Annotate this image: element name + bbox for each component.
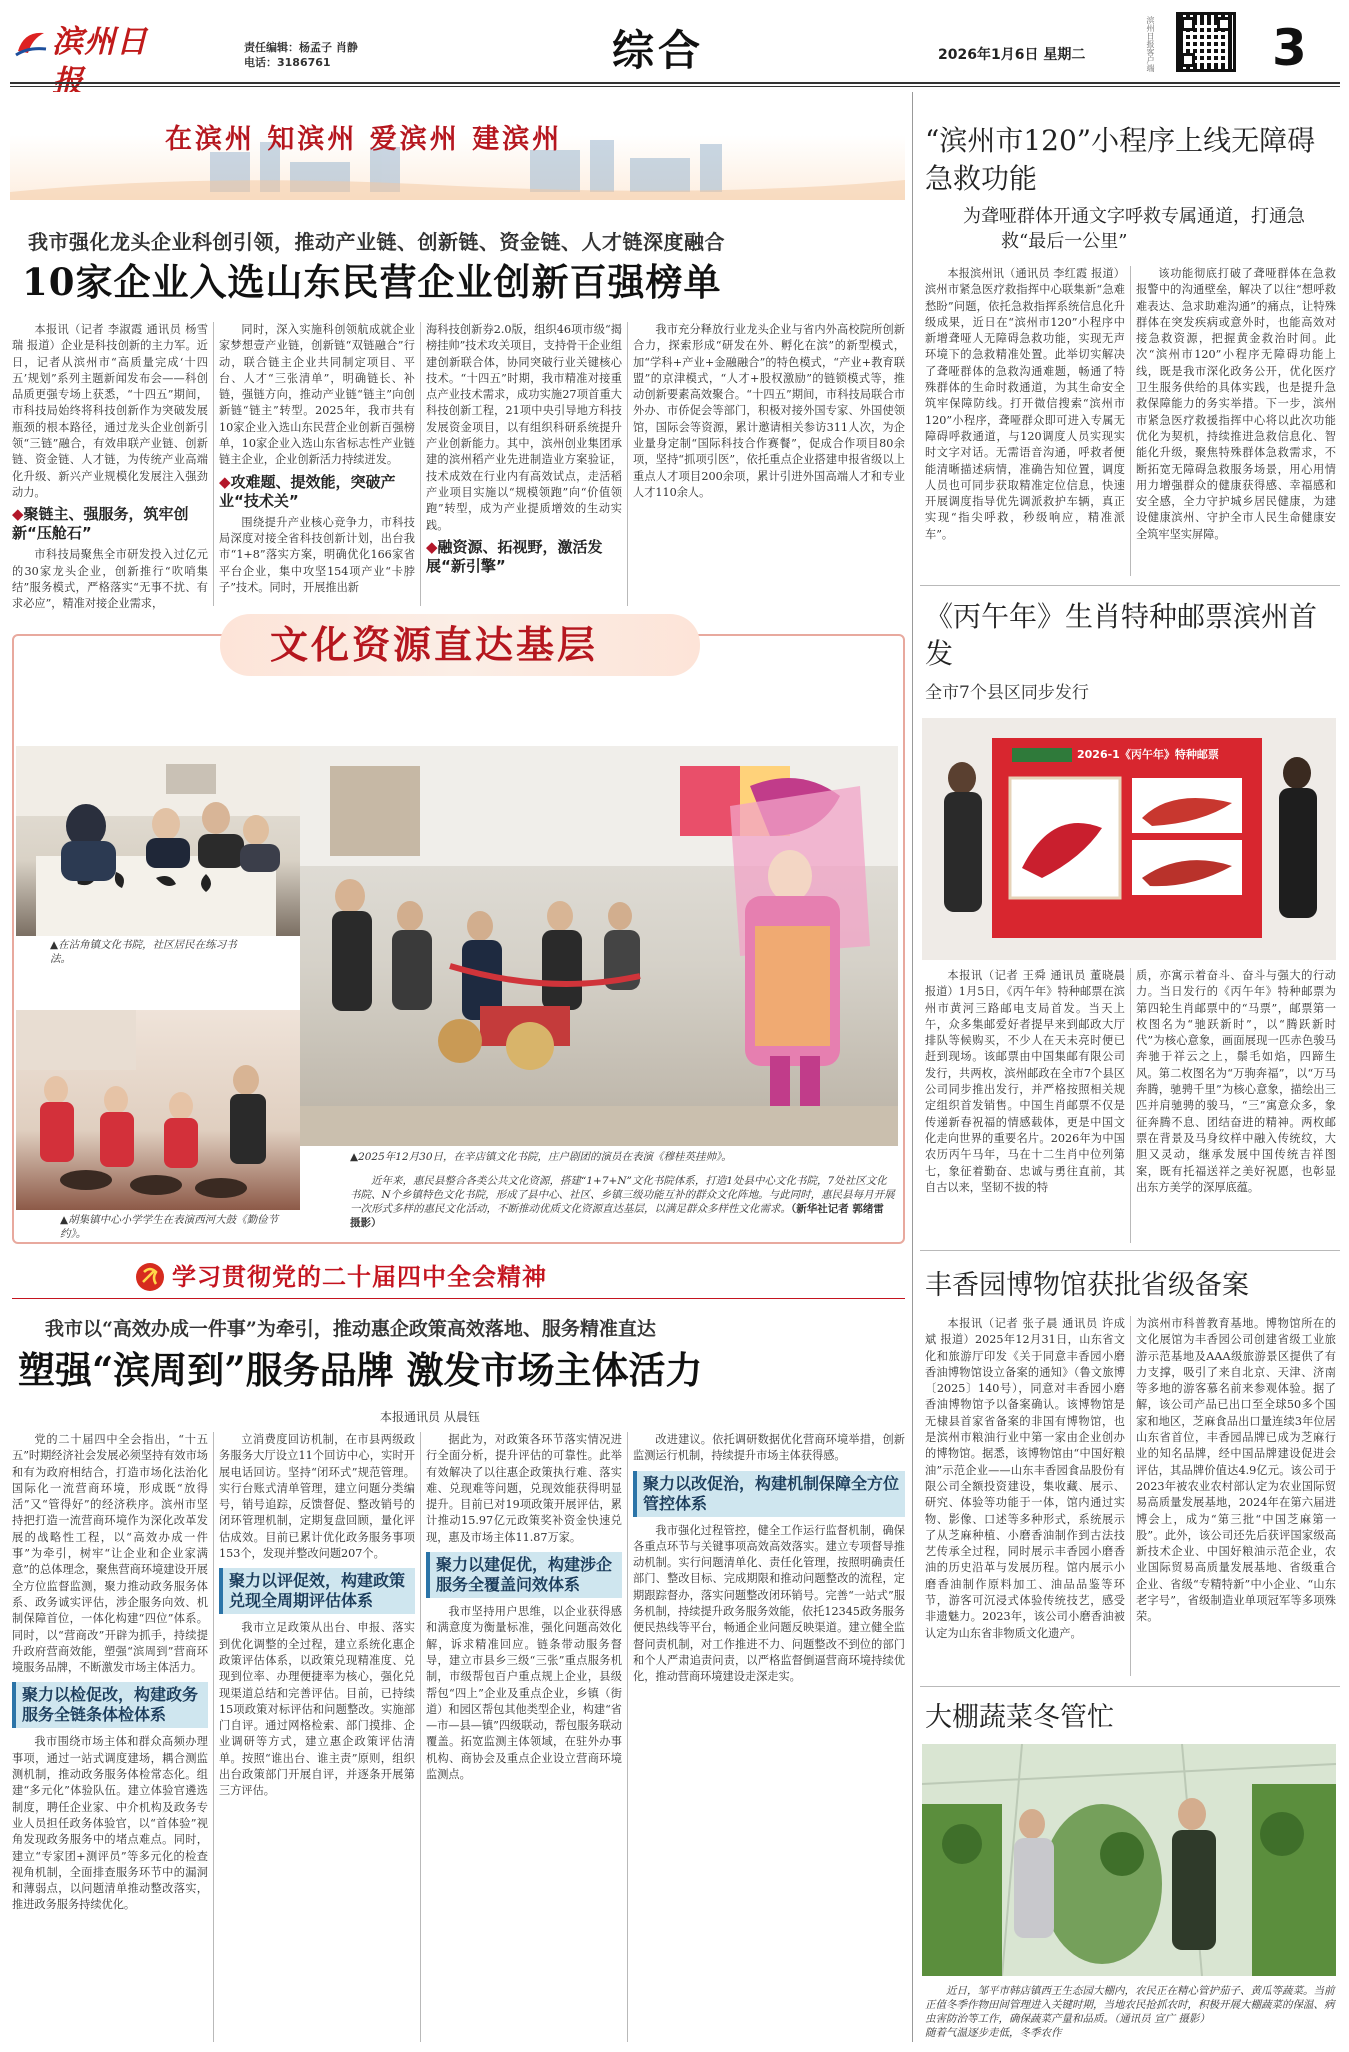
story1-col4: 我市充分释放行业龙头企业与省内外高校院所创新合力，探索形成“研发在外、孵化在滨”的新型模式，加“学科+产业+金融融合”的特色模式，“产业+教育联盟”的京津模式，“人才+股权激励”的链锁模式等，推动创新要素高效聚合。“十四五”期间，市科技局联合市外办、市侨促会等部门，积极对接外国专家、外国使领馆，国际会等资源，累计邀请相关参访311人次，为企业量身定制“国际科技合作赛餐”，促成合作项目80余项，坚持“抓项引医”，依托重点企业搭建申报省级以上重点人才项目200余项，累计引进外国高端人才和专业人才110余人。 xyxy=(633,323,905,499)
story1-headline: 10家企业入选山东民营企业创新百强榜单 xyxy=(22,260,722,304)
section-title: 综合 xyxy=(612,26,705,75)
culture-body: 近年来，惠民县整合各类公共文化资源，搭建“1+7+N”文化书院体系，打造1处县中心文化书院，7处社区文化书院、N个乡镇特色文化书院，形成了县中心、社区、乡镇三级功能互补的群众文化阵地。与此同时，惠民县每月开展一次形式多样的惠民文化活动，不断推动优质文化资源直达基层，以满足群众多样性文化需求。（新华社记者 郭绪雷 摄影） xyxy=(350,1175,895,1229)
veg-caption: 近日，邹平市韩店镇西王生态园大棚内，农民正在精心管护茄子、黄瓜等蔬菜。当前正值冬季作物田间管理进入关键时期，当地农民抢抓农时，积极开展大棚蔬菜的保温、病虫害防治等工作，确保蔬菜产量和品质。（通讯员 宣广 摄影） 随着气温逐步走低，冬季农作 xyxy=(925,1985,1335,2039)
story2 xyxy=(925,122,1335,254)
qr-code[interactable] xyxy=(1176,12,1236,72)
party-emblem-icon xyxy=(135,1262,165,1292)
city-skyline-banner xyxy=(10,92,905,200)
story2-col1: 本报滨州讯（通讯员 李红霞 报道）滨州市紧急医疗救指挥中心联集新“急难愁盼”问题，依托急救指挥系统信息化升级成果，近日在“滨州市120”小程序中新增聋哑人无障碍急救功能，实现无声环境下的急救精准处置。此举切实解决了聋哑群体的急救沟通难题，畅通了特殊群体的生命时救通道，为其生命安全筑牢保障防线。打开微信搜索“滨州市120”小程序，聋哑群众即可进入专属无障碍呼救通道，与120调度人员实现实时文字对话。无需语音沟通，呼救者便能清晰描述病情，准确告知位置，调度人员也可同步获取精准定位信息，快速开展调度指导优先调派救护车辆，真正实现“指尖呼救，秒级响应，精准派车”。 xyxy=(925,267,1125,541)
qr-caption: 滨州日报客户端 xyxy=(1146,16,1155,72)
culture-title: 文化资源直达基层 xyxy=(270,622,599,667)
story3-byline: 本报通讯员 从晨钰 xyxy=(380,1410,480,1424)
story1-subhead3: 融资源、拓视野，激活发展“新引擎” xyxy=(426,537,603,575)
masthead-logo xyxy=(14,22,174,62)
photo-opera xyxy=(300,746,898,1146)
story1-subhead2: 攻难题、提效能，突破产业“技术关” xyxy=(219,472,396,510)
story1-subtitle: 我市强化龙头企业科创引领，推动产业链、创新链、资金链、人才链深度融合 xyxy=(28,230,725,254)
story2-deck: 为聋哑群体开通文字呼救专属通道，打通急救“最后一公里” xyxy=(963,206,1305,252)
story1-col1: 本报讯（记者 李淑霞 通讯员 杨雪瑞 报道）企业是科技创新的主力军。近日，记者从滨州市“高质量完成‘十四五’规划”系列主题新闻发布会——科创品质更强专场上获悉，“十四五”期间，市科技局始终将科技创新作为突破发展瓶颈的根本路径，通过龙头企业创新引领“三链”融合，有效串联产业链、创新链、资金链、人才链，为传统产业高端化升级、新兴产业规模化发展注入强劲动力。 ◆聚链主、强服务，筑牢创新“压舱石” 市科技局聚焦全市研发投入过亿元的30家龙头企业，创新推行“吹哨集结”服务模式，严格落实“无事不扰、有求必应”，精准对接企业需求， xyxy=(12,323,208,611)
story3-col1: 党的二十届四中全会指出，“十五五”时期经济社会发展必须坚持有效市场和有为政府相结合，打造市场化法治化国际化一流营商环境，形成既“放得活”又“管得好”的经济秩序。滨州市坚持把打造一流营商环境作为深化改革发展的战略性工程，以“高效办成一件事”为牵引，树牢“让企业和企业家满意”的总体理念，聚焦营商环境建设开展全方位监督监测，聚力推动政务服务体系、政务诚实评估，涉企服务向效、机制保障首位，一体化构建“四位”体系。同时，以“营商改”开辟为抓手，持续提升政府营商效能，塑强“滨周到”营商环境服务品牌，不断激发市场主体活力。 聚力以检促改，构建政务服务全链条体检体系 我市围绕市场主体和群众高频办理事项，通过一站式调度建场，耦合测监测机制，推动政务服务体检常态化。组建“多元化”体验队伍。建立体验官遴选制度，聘任企业家、中介机构及政务专业人员担任政务体验官，以“首体验”视角发现政务服务中的堵点难点。同时，建立“专家团+测评员”等多元化的检查视角机制，全面排查服务环节中的漏洞和薄弱点，以问题清单推动整改落实，推进政务服务持续优化。 xyxy=(12,1433,208,1912)
page-number: 3 xyxy=(1272,19,1307,77)
stamp-photo-text: 2026-1《丙午年》特种邮票 xyxy=(1077,748,1219,761)
museum-headline: 丰香园博物馆获批省级备案 xyxy=(925,1270,1249,1301)
story3-sec2: 聚力以评促效，构建政策兑现全周期评估体系 xyxy=(219,1568,415,1614)
story3-slogan: 学习贯彻党的二十届四中全会精神 xyxy=(172,1262,547,1291)
veg-headline: 大棚蔬菜冬管忙 xyxy=(925,1702,1114,1733)
story3-col3: 据此为，对政策各环节落实情况进行全面分析，提升评估的可靠性。此举有效解决了以往惠企政策执行难、落实难、兑现难等问题，兑现效能获得明显提升。目前已对19项政策开展评估，累计推动15.97亿元政策奖补资金快速兑现，惠及市场主体11.87万家。 聚力以建促优，构建涉企服务全覆盖问效体系 我市坚持用户思维，以企业获得感和满意度为衡量标准，强化问题高效化解，诉求精准回应。链条带动服务督导，建立市县乡三级“三张”重点服务机制，市级帮包百户重点规上企业，县级帮包“四上”企业及重点企业，乡镇（街道）和园区帮包其他类型企业，构建“省—市—县—镇”四级联动，帮包服务联动覆盖。拓宽监测主体领域，在驻外办事机构、商协会及重点企业设立营商环境监测点。 xyxy=(426,1433,622,1782)
logo-icon xyxy=(14,25,48,59)
story1-col2: 同时，深入实施科创领航成就企业家梦想壹产业链，创新链“双链融合”行动，联合链主企业共同制定项目、平台、人才“三张清单”，明确链长、补链，强链方向，推动产业链“链主”向创新链“链主”转型。2025年，我市共有10家企业入选山东民营企业创新百强榜单，10家企业入选山东省标志性产业链链主企业，企业创新活力持续迸发。 ◆攻难题、提效能，突破产业“技术关” 围绕提升产业核心竞争力，市科技局深度对接全省科技创新计划，出台我市“1+8”落实方案，明确优化166家省平台企业，集中攻坚154项产业“卡脖子”技术。同时，开展推出新 xyxy=(219,323,415,594)
editor-phone: 电话：3186761 xyxy=(244,56,331,69)
stamp-headline: 《丙午年》生肖特种邮票滨州首发 xyxy=(925,600,1318,670)
museum-col2: 为滨州市科普教育基地。博物馆所在的文化展馆为丰香园公司创建省级工业旅游示范基地及AAA级旅游景区提供了有力支撑，吸引了来自北京、天津、济南等多地的游客慕名前来参观体验。据了解，该公司产品已出口至全球50多个国家和地区，芝麻食品出口量连续3年位居山东省首位，丰香园品牌已成为芝麻行业的知名品牌，经中国品牌建设促进会评估，其品牌价值达4.9亿元。该公司于2023年被农业农村部认定为农业国际贸易高质量发展基地，2024年在第六届进博会上，成为“第三批“中国芝麻第一股”。此外，该公司还先后获评国家级高新技术企业、中国好粮油示范企业，农业国际贸易高质量发展基地、省级重合企业、省级“专精特新”中小企业、“山东老字号”，省级制造业单项冠军等多项殊荣。 xyxy=(1136,1317,1336,1624)
stamp-story xyxy=(925,598,1335,703)
story3-col2: 立消费度回访机制，在市县两级政务服务大厅设立11个回访中心，实时开展电话回访。坚持“闭环式”规范管理。实行台账式清单管理，建立问题分类编号，销号追踪，反馈督促、整改销号的闭环管理机制，定期复盘回顾，量化评估成效。目前已累计优化政务服务事项153个，发现并整改问题207个。 聚力以评促效，构建政策兑现全周期评估体系 我市立足政策从出台、申报、落实到优化调整的全过程，建立系统化惠企政策评估体系，以政策兑现精准度、兑现到位率、办理便捷率为核心，强化兑现渠道总结和完善评估。目前，已持续15项政策对标评估和问题整改。实施部门自评。通过网格检索、部门摸排、企业调研等方式，建立惠企政策评估清单。按照“谁出台、谁主责”原则，组织出台政策部门开展自评，并逐条开展第三方评估。 xyxy=(219,1433,415,1798)
logo-text: 滨州日 xyxy=(52,24,148,60)
photo-calligraphy xyxy=(16,746,300,936)
culture-credit: （新华社记者 郭绪雷 摄影） xyxy=(350,1203,884,1229)
story3-headline: 塑强“滨周到”服务品牌 激发市场主体活力 xyxy=(18,1348,703,1392)
issue-date: 2026年1月6日 星期二 xyxy=(938,47,1086,63)
caption-opera: ▲2025年12月30日，在辛店镇文化书院，庄户剧团的演员在表演《穆桂英挂帅》。 xyxy=(350,1151,732,1163)
photo-stamp-launch xyxy=(922,718,1336,960)
banner-slogan: 在滨州 知滨州 爱滨州 建滨州 xyxy=(165,124,563,155)
stamp-col1: 本报讯（记者 王舜 通讯员 董晓晨 报道）1月5日，《丙午年》特种邮票在滨州市黄河三路邮电支局首发。当天上午，众多集邮爱好者提早来到邮政大厅排队等候购买，不少人在天未亮时便已赶到现场。该邮票由中国集邮有限公司发行，共两枚，滨州邮政在全市7个县区公司同步推出发行，并严格按照相关规定组织首发销售。中国生肖邮票不仅是传递新春祝福的情感载体，更是中国文化走向世界的重要名片。2026年为中国农历丙午马年，马在十二生肖中位列第七，象征着勤奋、忠诚与勇往直前，其自古以来，坚韧不拔的特 xyxy=(925,969,1125,1194)
story2-col2: 该功能彻底打破了聋哑群体在急救报警中的沟通壁垒，解决了以往“想呼救难表达、急求助难沟通”的痛点，让特殊群体在突发疾病或意外时，也能高效对接急救资源，把握黄金救治时间。此次“滨州市120”小程序无障碍功能上线，既是我市深化政务公开，优化医疗卫生服务供给的具体实践，也是提升急救保障能力的务实举措。下一步，滨州市紧急医疗救援指挥中心将以此次功能优化为契机，持续推进急救信息化、智能化升级，聚焦特殊群体急救需求，不断拓宽无障碍急救服务场景，用心用情用力增强群众的健康获得感、幸福感和安全感，全力守护城乡居民健康，为建设健康滨州、守护全市人民生命健康安全筑牢坚实屏障。 xyxy=(1136,267,1336,541)
veg-credit: 随着气温逐步走低，冬季农作 xyxy=(925,2027,1062,2039)
story2-headline: “滨州市120”小程序上线无障碍急救功能 xyxy=(925,124,1316,195)
caption-calligraphy: ▲在沾角镇文化书院，社区居民在练习书法。 xyxy=(50,939,237,965)
museum-col1: 本报讯（记者 张子晨 通讯员 许成斌 报道）2025年12月31日，山东省文化和旅游厅印发《关于同意丰香园小磨香油博物馆设立备案的通知》（鲁文旅博〔2025〕140号），同意对丰香园小磨香油博物馆予以备案确认。该博物馆是无棣县首家省备案的非国有博物馆，也是滨州市粮油行业中第一家由企业创办的博物馆。据悉，该博物馆由“中国好粮油”示范企业——山东丰香园食品股份有限公司全额投资建设，集收藏、展示、研究、体验等功能于一体，馆内通过实物、影像、口述等多种形式，系统展示了从芝麻种植、小磨香油制作到古法技艺传承全过程，同时展示丰香园小磨香油的历史沿革与发展历程。馆内展示小磨香油制作原料加工、油品品鉴等环节，游客可沉浸式体验传统技艺，感受非遗魅力。2023年，该公司小磨香油被认定为山东省非物质文化遗产。 xyxy=(925,1317,1125,1640)
stamp-deck: 全市7个县区同步发行 xyxy=(925,683,1089,703)
story1-subhead1: 聚链主、强服务，筑牢创新“压舱石” xyxy=(12,505,189,543)
story3-col4: 改进建议。依托调研数据优化营商环境举措，创新监测运行机制，持续提升市场主体获得感。 聚力以改促治，构建机制保障全方位管控体系 我市强化过程管控，健全工作运行监督机制，确保各重点环节与关键事项高效高效落实。建立专项督导推动机制。实行问题清单化、责任化管理，按照明确责任部门、整改目标、完成期限和推动问题整改的流程，定期跟踪督办，落实问题整改闭环销号。完善“一站式”服务机制，持续提升政务服务效能，依托12345政务服务便民热线等平台，畅通企业问题反映渠道。建立健全监督问责机制，对工作推进不力、问题整改不到位的部门和个人严肃追责问责，以严格监督倒逼营商环境持续优化，推动营商环境建设走深走实。 xyxy=(633,1433,905,1684)
story3-sec1: 聚力以检促改，构建政务服务全链条体检体系 xyxy=(12,1682,208,1728)
stamp-col2: 质，亦寓示着奋斗、奋斗与强大的行动力。当日发行的《丙午年》特种邮票为第四轮生肖邮票中的“马票”，邮票第一枚图名为“驰跃新时”，以“腾跃新时代”为核心意象，画面展现一匹赤色骏马奔驰于祥云之上，鬃毛如焰，四蹄生风。第二枚图名为“万驹奔福”，以“万马奔腾，驰骋千里”为核心意象，描绘出三匹并肩驰骋的骏马，“三”寓意众多，象征奔腾不息、团结奋进的精神。两枚邮票在背景及马身纹样中融入传统纹，大胆又灵动，继承发展中国传统吉祥图案，既有托福送祥之美好祝愿，也彰显出东方美学的深厚底蕴。 xyxy=(1136,969,1336,1194)
story1-col3: 海科技创新券2.0版，组织46项市级“揭榜挂帅”技术攻关项目，支持骨干企业组建创新联合体，协同突破行业关键核心技术。“十四五”时期，我市精准对接重点产业技术需求，成功实施27项首重大科技创新工程，21项中央引导地方科技发展资金项目，以有组织科研系统提升产业创新能力。其中，滨州创业集团承建的滨州稻产业先进制造业方案验证，技术成效在行业内有高效试点，走活稻产业项目实施以“规模领跑”向“价值领跑”转型，成为产业提质增效的生动实践。 ◆融资源、拓视野，激活发展“新引擎” xyxy=(426,323,622,575)
story3-sec4: 聚力以改促治，构建机制保障全方位管控体系 xyxy=(633,1471,905,1517)
editor-credit: 责任编辑：杨孟子 肖静 xyxy=(244,41,358,54)
story3-subtitle: 我市以“高效办成一件事”为牵引，推动惠企政策高效落地、服务精准直达 xyxy=(45,1318,656,1340)
caption-drums: ▲胡集镇中心小学学生在表演西河大鼓《勤俭节约》。 xyxy=(60,1214,279,1240)
story3-sec3: 聚力以建促优，构建涉企服务全覆盖问效体系 xyxy=(426,1552,622,1598)
photo-drums xyxy=(16,1010,300,1210)
photo-greenhouse xyxy=(922,1744,1336,1976)
